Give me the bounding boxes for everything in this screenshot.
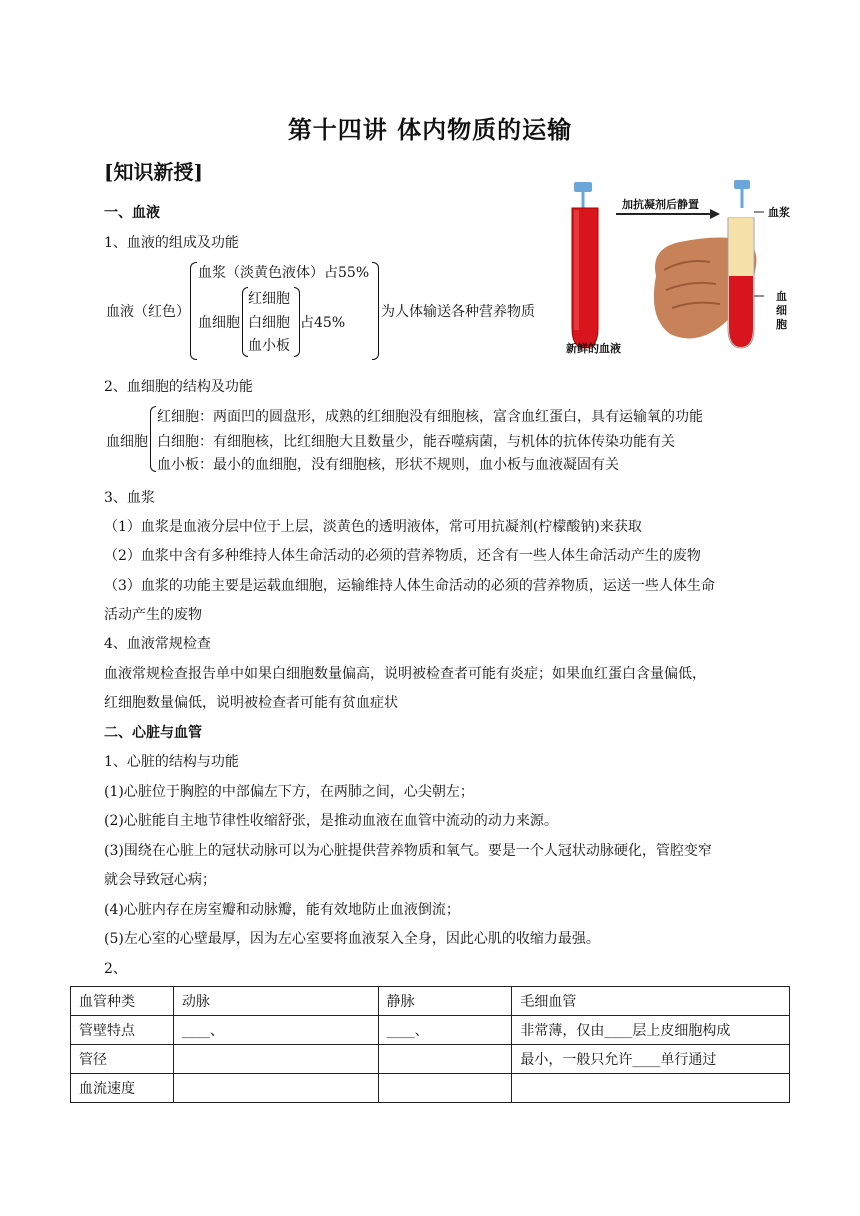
table-cell: 动脉 [173,987,378,1016]
cells-percent: 占45% [300,315,346,331]
wbc-item: 白细胞 [248,315,290,331]
table-cell [378,1074,512,1103]
blood-sub2: 2、血细胞的结构及功能 [104,379,253,395]
table-cell: 管径 [71,1045,174,1074]
blood-heading: 一、血液 [104,205,160,221]
heart-point-4: (4)心脏内存在房室瓣和动脉瓣，能有效地防止血液倒流； [104,902,460,918]
table-cell [173,1074,378,1103]
left-stopper-icon [574,182,592,192]
table-cell [173,1045,378,1074]
table-row [71,1074,790,1103]
cells-brace-2 [150,406,156,472]
table-cell: 管壁特点 [71,1016,174,1045]
heart-point-3a: (3)围绕在心脏上的冠状动脉可以为心脏提供营养物质和氧气。要是一个人冠状动脉硬化，管腔变窄 [104,843,712,859]
table-cell: 血流速度 [71,1074,174,1103]
blood-sub3: 3、血浆 [104,490,155,506]
heart-point-5: (5)左心室的心壁最厚，因为左心室要将血液泵入全身，因此心肌的收缩力最强。 [104,931,600,947]
wbc-description: 白细胞：有细胞核，比红细胞大且数量少，能吞噬病菌，与机体的抗体传染功能有关 [157,434,675,450]
plasma-point-2: （2）血浆中含有多种维持人体生命活动的必须的营养物质，还含有一些人体生命活动产生的废物 [104,548,701,564]
table-cell: ____、 [173,1016,378,1045]
plasma-item: 血浆（淡黄色液体）占55% [198,265,370,281]
section-new-heading: [知识新授] [104,160,203,184]
vessels-table [70,986,790,1103]
cells-label-2: 血细胞 [106,434,148,450]
heart-sub2: 2、 [104,961,127,977]
blood-check-a: 血液常规检查报告单中如果白细胞数量偏高，说明被检查者可能有炎症；如果血红蛋白含量偏低， [104,666,706,682]
rbc-description: 红细胞：两面凹的圆盘形，成熟的红细胞没有细胞核，富含血红蛋白，具有运输氧的功能 [157,409,703,425]
table-row [71,987,790,1016]
right-stopper-icon [734,180,750,189]
table-row [71,1016,790,1045]
table-cell: ____、 [378,1016,512,1045]
blood-separation-figure [560,178,800,358]
cells-figure-label: 血细胞 [776,290,787,331]
rbc-item: 红细胞 [248,291,290,307]
table-row [71,1045,790,1074]
blood-function: 为人体输送各种营养物质 [381,304,535,320]
page-title: 第十四讲 体内物质的运输 [287,116,573,144]
heart-sub1: 1、心脏的结构与功能 [104,754,239,770]
table-cell [512,1074,790,1103]
platelet-description: 血小板：最小的血细胞，没有细胞核，形状不规则，血小板与血液凝固有关 [157,457,619,473]
table-cell: 最小，一般只允许____单行通过 [512,1045,790,1074]
blood-label: 血液（红色） [106,304,190,320]
arrow-label: 加抗凝剂后静置 [622,198,699,211]
platelet-item: 血小板 [248,338,290,354]
blood-brace-right [372,262,379,360]
plasma-label: 血浆 [768,206,790,219]
heart-point-1: (1)心脏位于胸腔的中部偏左下方，在两肺之间，心尖朝左； [104,784,474,800]
blood-check-b: 红细胞数量偏低，说明被检查者可能有贫血症状 [104,695,398,711]
plasma-point-3b: 活动产生的废物 [104,607,202,623]
plasma-point-1: （1）血浆是血液分层中位于上层，淡黄色的透明液体，常可用抗凝剂(柠檬酸钠)来获取 [104,519,642,535]
table-cell [378,1045,512,1074]
table-cell: 毛细血管 [512,987,790,1016]
blood-brace-left [190,262,197,360]
blood-sub4: 4、血液常规检查 [104,636,211,652]
plasma-point-3a: （3）血浆的功能主要是运载血细胞，运输维持人体生命活动的必须的营养物质，运送一些人体生命 [104,578,715,594]
heart-point-2: (2)心脏能自主地节律性收缩舒张，是推动血液在血管中流动的动力来源。 [104,813,558,829]
table-cell: 非常薄，仅由____层上皮细胞构成 [512,1016,790,1045]
blood-sub1: 1、血液的组成及功能 [104,235,239,251]
heart-point-3b: 就会导致冠心病； [104,872,216,888]
heart-heading: 二、心脏与血管 [104,725,202,741]
table-cell: 血管种类 [71,987,174,1016]
fresh-blood-label: 新鲜的血液 [566,342,621,355]
table-cell: 静脉 [378,987,512,1016]
cells-label: 血细胞 [198,315,240,331]
